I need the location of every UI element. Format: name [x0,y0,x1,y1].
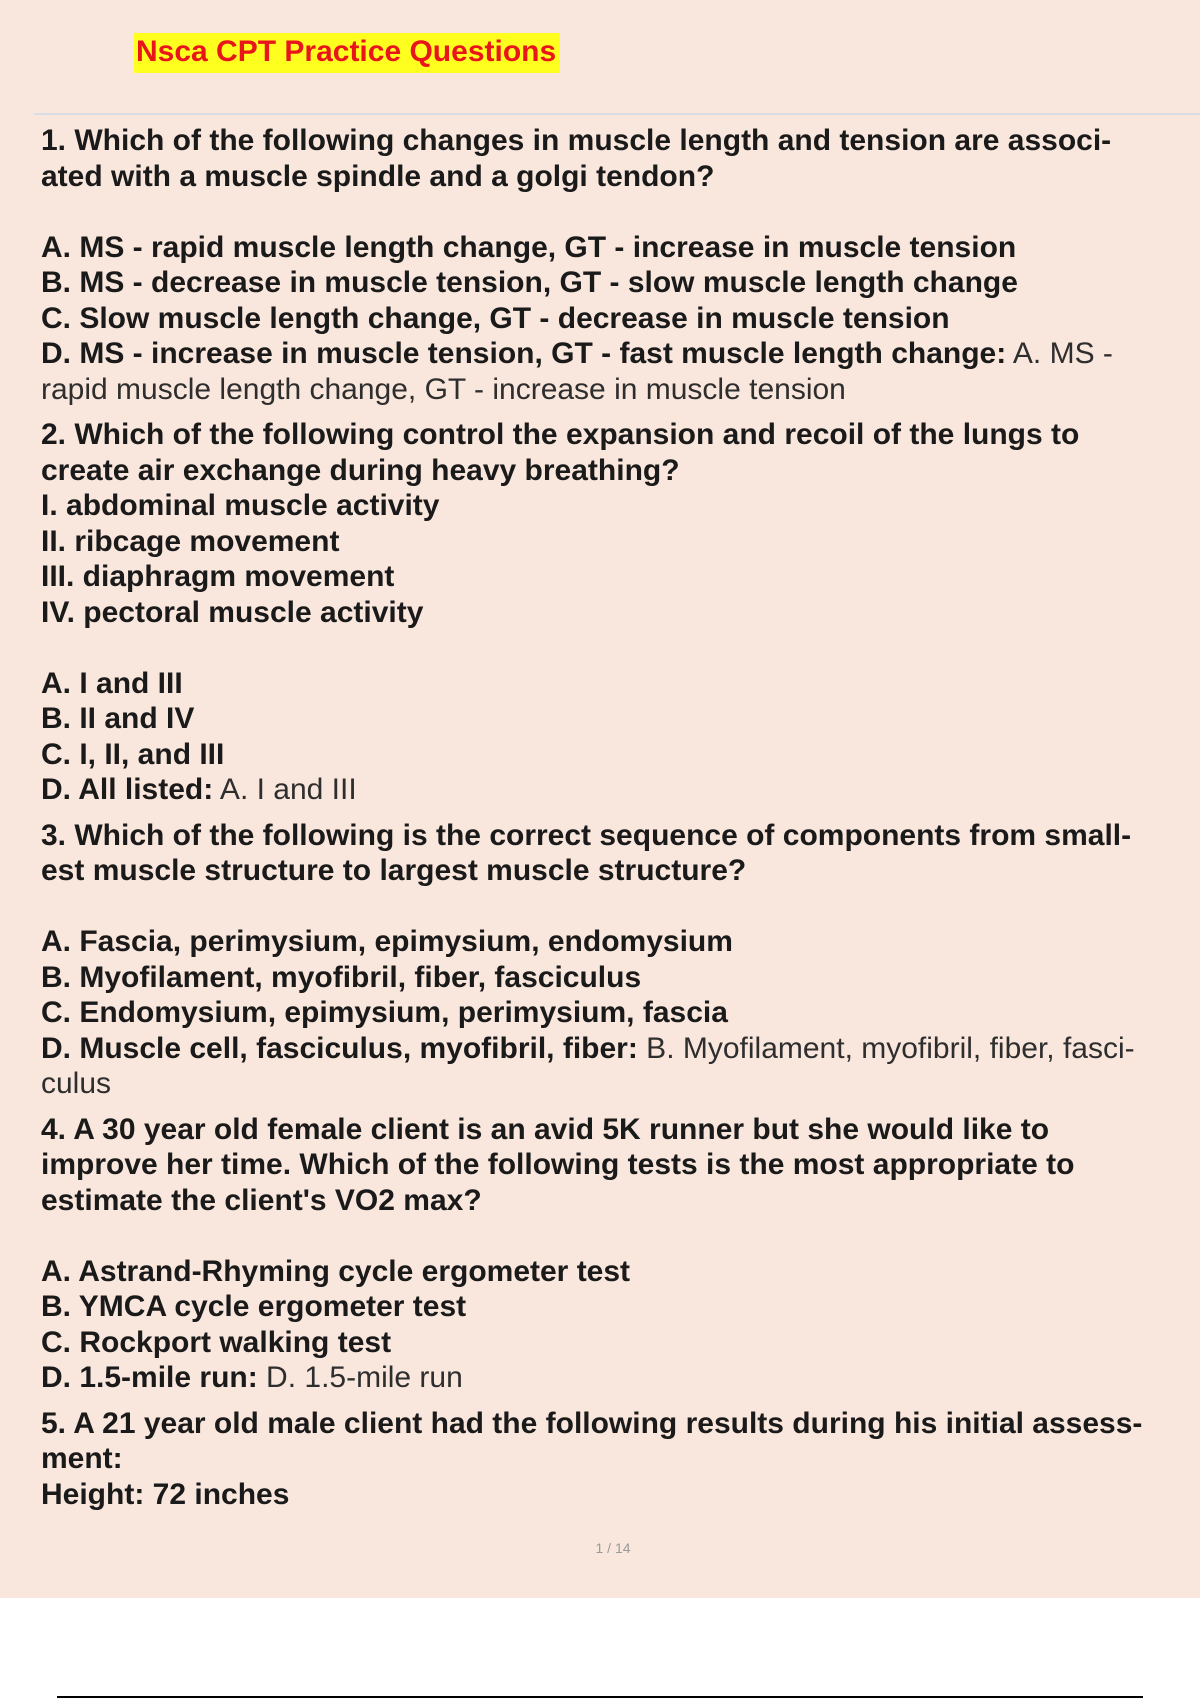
answer-text: A. I and III [213,773,357,806]
option-b: B. II and IV [41,702,195,735]
option-c: C. Endomysium, epimysium, perimysium, fascia [41,996,728,1029]
option-b: B. MS - decrease in muscle tension, GT - slow muscle length change [41,266,1018,299]
question-prompt-line: ated with a muscle spindle and a golgi tendon? [41,159,715,193]
spacer [41,1218,1191,1254]
question-statement-ii: II. ribcage movement [41,524,340,558]
question-4 [41,1112,1191,1396]
question-2 [41,417,1191,808]
answer-text-continued: rapid muscle length change, GT - increase in muscle tension [41,372,846,406]
option-d: D. 1.5-mile run: [41,1361,258,1394]
document-title: Nsca CPT Practice Questions [134,33,560,73]
question-statement-iv: IV. pectoral muscle activity [41,595,424,629]
question-list [41,123,1191,1522]
question-prompt-line: ment: [41,1442,123,1475]
option-d: D. Muscle cell, fasciculus, myofibril, fiber: [41,1031,638,1065]
option-a: A. Fascia, perimysium, epimysium, endomysium [41,925,733,958]
question-prompt-line: improve her time. Which of the following tests is the most appropriate to [41,1148,1075,1181]
answer-text-continued: culus [41,1067,112,1100]
page-indicator: 1 / 14 [595,1540,631,1556]
answer-text: B. Myofilament, myofibril, fiber, fasci- [637,1031,1135,1065]
question-prompt-line: create air exchange during heavy breathing? [41,453,680,487]
question-3 [41,818,1191,1102]
option-d-with-answer [41,1360,1191,1396]
question-statement-iii: III. diaphragm movement [41,560,395,593]
option-a: A. Astrand-Rhyming cycle ergometer test [41,1254,631,1288]
option-b: B. YMCA cycle ergometer test [41,1290,467,1323]
option-a: A. I and III [41,666,183,700]
spacer [41,889,1191,925]
question-1 [41,123,1191,407]
question-prompt-line: 4. A 30 year old female client is an avid 5K runner but she would like to [41,1112,1050,1146]
option-d-with-answer [41,1031,1191,1067]
question-prompt-line: 1. Which of the following changes in muscle length and tension are associ- [41,124,1112,157]
option-c: C. I, II, and III [41,737,225,771]
option-d-with-answer [41,772,1191,808]
question-detail-height: Height: 72 inches [41,1477,290,1511]
spacer [41,194,1191,230]
question-prompt-line: 2. Which of the following control the expansion and recoil of the lungs to [41,418,1080,451]
question-statement-i: I. abdominal muscle activity [41,489,440,522]
option-d: D. All listed: [41,773,214,806]
question-prompt-line: estimate the client's VO2 max? [41,1183,482,1217]
answer-text: D. 1.5-mile run [257,1361,463,1394]
question-5 [41,1406,1191,1513]
option-d-with-answer [41,336,1191,372]
option-d: D. MS - increase in muscle tension, GT - fast muscle length change: [41,337,1007,370]
option-c: C. Slow muscle length change, GT - decrease in muscle tension [41,301,950,335]
option-b: B. Myofilament, myofibril, fiber, fasciculus [41,960,642,994]
question-prompt-line: 5. A 21 year old male client had the following results during his initial assess- [41,1406,1143,1440]
spacer [41,630,1191,666]
question-prompt-line: 3. Which of the following is the correct sequence of components from small- [41,818,1132,852]
option-c: C. Rockport walking test [41,1325,392,1359]
page-bottom-divider [57,1696,1143,1698]
title-divider [34,113,1200,115]
question-prompt-line: est muscle structure to largest muscle structure? [41,854,747,887]
option-a: A. MS - rapid muscle length change, GT - increase in muscle tension [41,230,1017,264]
answer-text: A. MS - [1006,337,1113,370]
